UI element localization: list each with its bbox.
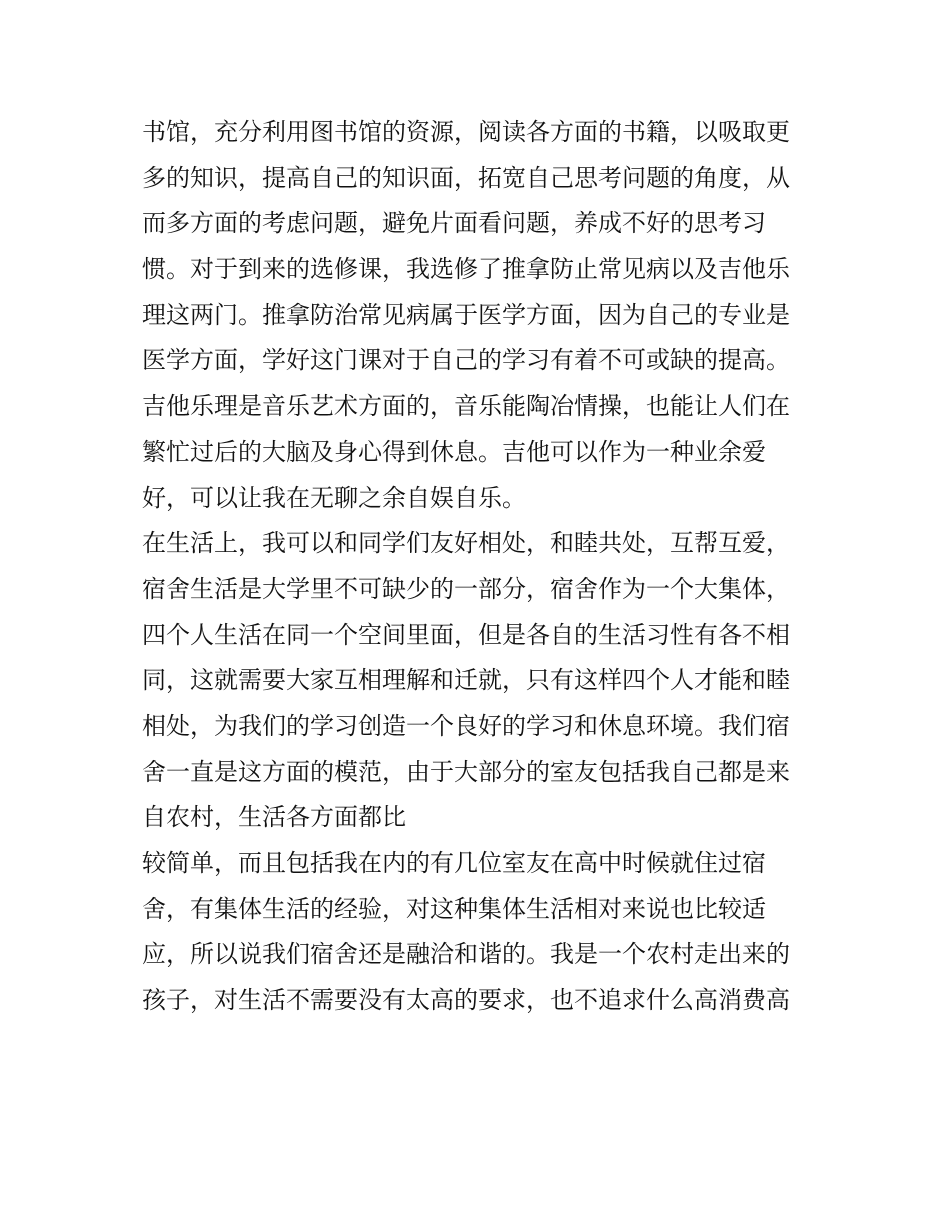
text-line: 繁忙过后的大脑及身心得到休息。吉他可以作为一种业余爱	[142, 437, 766, 466]
text-line: 应，所以说我们宿舍还是融洽和谐的。我是一个农村走出来的	[142, 940, 790, 969]
text-line: 多的知识，提高自己的知识面，拓宽自己思考问题的角度，从	[142, 163, 790, 192]
text-line: 吉他乐理是音乐艺术方面的，音乐能陶冶情操，也能让人们在	[142, 392, 790, 421]
text-line: 同，这就需要大家互相理解和迁就，只有这样四个人才能和睦	[142, 666, 790, 695]
text-line: 书馆，充分利用图书馆的资源，阅读各方面的书籍，以吸取更	[142, 118, 790, 146]
text-line: 惯。对于到来的选修课，我选修了推拿防止常见病以及吉他乐	[142, 255, 790, 284]
text-line: 医学方面，学好这门课对于自己的学习有着不可或缺的提高。	[142, 346, 790, 375]
body-text	[142, 110, 822, 1024]
text-line: 好，可以让我在无聊之余自娱自乐。	[142, 483, 526, 512]
text-line: 理这两门。推拿防治常见病属于医学方面，因为自己的专业是	[142, 300, 790, 329]
text-line: 舍一直是这方面的模范，由于大部分的室友包括我自己都是来	[142, 757, 790, 786]
text-line: 较简单，而且包括我在内的有几位室友在高中时候就住过宿	[142, 849, 766, 877]
text-line: 相处，为我们的学习创造一个良好的学习和休息环境。我们宿	[142, 711, 790, 740]
text-line: 舍，有集体生活的经验，对这种集体生活相对来说也比较适	[142, 894, 766, 923]
text-line: 孩子，对生活不需要没有太高的要求，也不追求什么高消费高	[142, 986, 790, 1015]
text-line: 在生活上，我可以和同学们友好相处，和睦共处，互帮互爱，	[142, 529, 790, 558]
text-line: 宿舍生活是大学里不可缺少的一部分，宿舍作为一个大集体，	[142, 574, 790, 603]
text-line: 四个人生活在同一个空间里面，但是各自的生活习性有各不相	[142, 620, 790, 649]
text-line: 自农村，生活各方面都比	[142, 803, 406, 832]
text-line: 而多方面的考虑问题，避免片面看问题，养成不好的思考习	[142, 209, 766, 238]
